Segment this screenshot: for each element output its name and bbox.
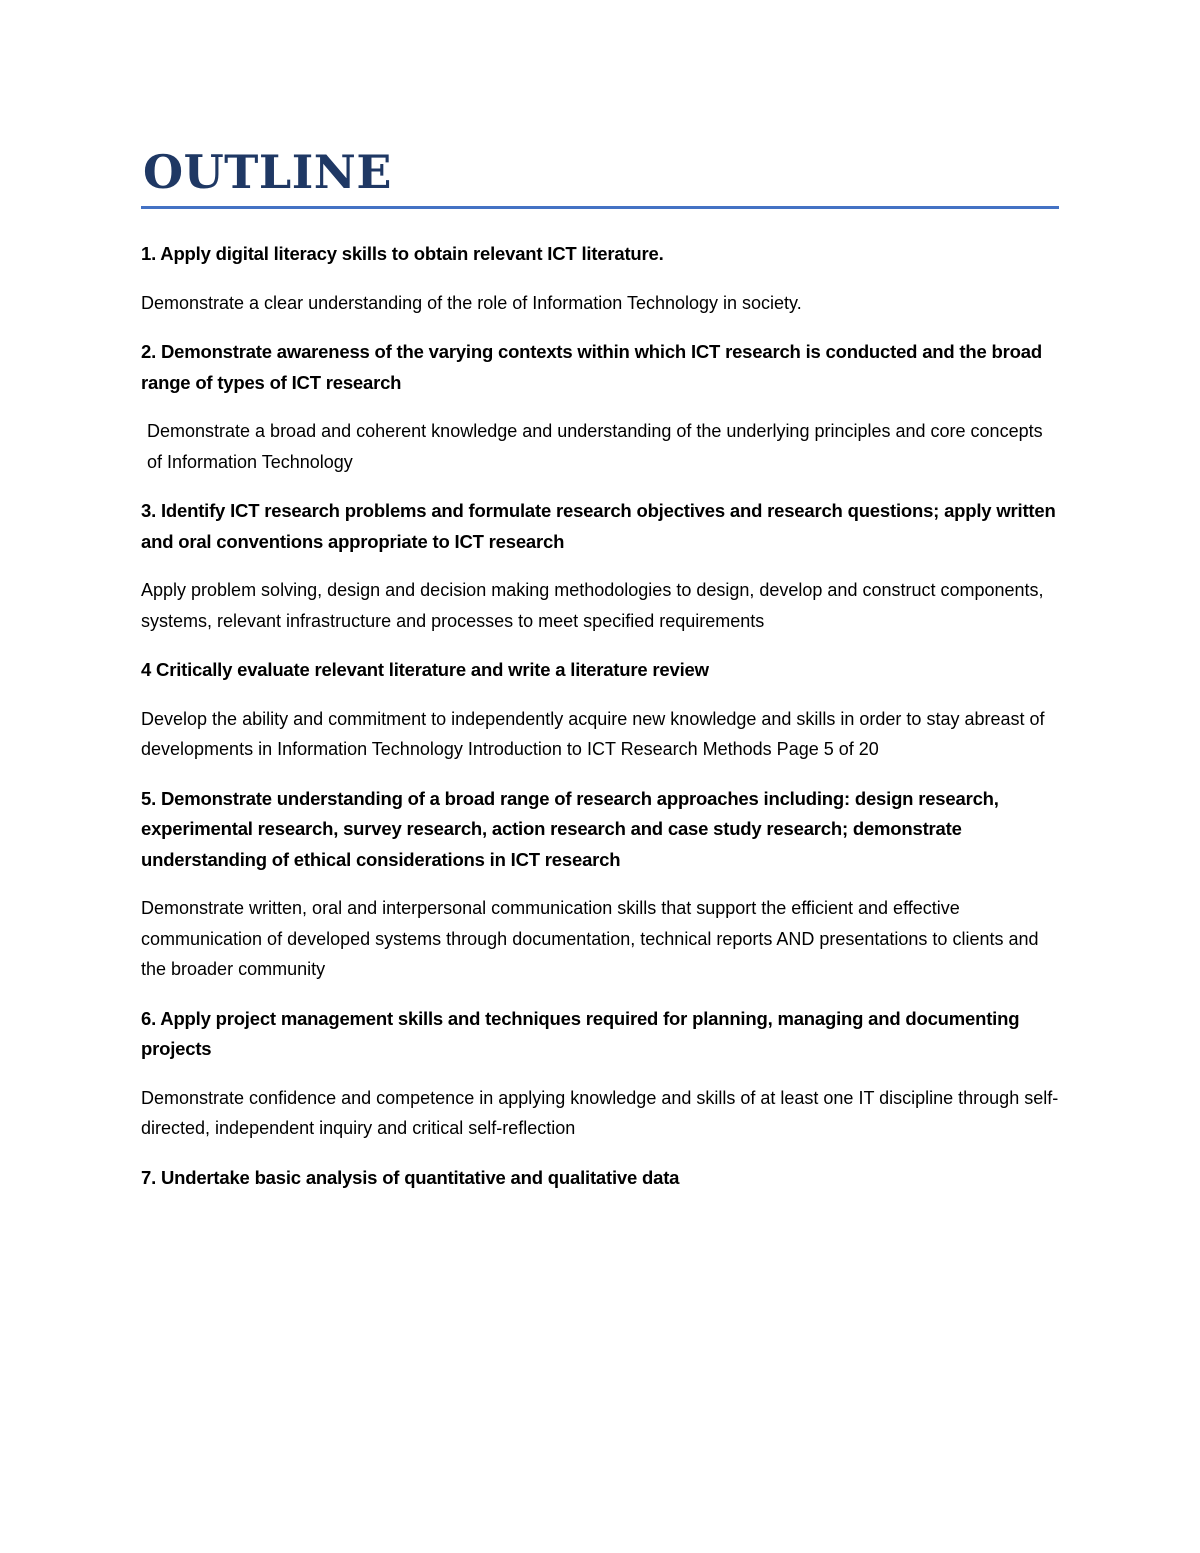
section-heading: 7. Undertake basic analysis of quantitative and qualitative data	[141, 1166, 680, 1188]
page-title: OUTLINE	[143, 145, 392, 199]
section-heading: 5. Demonstrate understanding of a broad range of research approaches including: design research, experimental research, survey research, action research and case study research; demonstrate understanding of ethical considerations in ICT research	[141, 787, 999, 870]
section-4	[141, 655, 1059, 765]
section-6	[141, 1004, 1059, 1144]
section-body: Demonstrate written, oral and interpersonal communication skills that support the efficient and effective communication of developed systems through documentation, technical reports AND presentations to clients and the broader community	[141, 898, 1039, 979]
section-5	[141, 784, 1059, 985]
section-7	[141, 1163, 1059, 1194]
section-heading: 1. Apply digital literacy skills to obtain relevant ICT literature.	[141, 243, 664, 264]
section-body: Demonstrate a broad and coherent knowledge and understanding of the underlying principles and core concepts of Information Technology	[147, 421, 1043, 472]
section-heading: 4 Critically evaluate relevant literature and write a literature review	[141, 659, 709, 680]
section-heading: 3. Identify ICT research problems and formulate research objectives and research questions; apply written and oral conventions appropriate to ICT research	[141, 500, 1056, 552]
document-content	[141, 140, 1059, 1211]
section-3	[141, 496, 1059, 636]
title-underline	[141, 206, 1059, 209]
section-1	[141, 239, 1059, 318]
section-heading: 6. Apply project management skills and techniques required for planning, managing and documenting projects	[141, 1007, 1020, 1059]
section-heading: 2. Demonstrate awareness of the varying contexts within which ICT research is conducted and the broad range of types of ICT research	[141, 341, 1042, 393]
section-body: Develop the ability and commitment to independently acquire new knowledge and skills in order to stay abreast of developments in Information Technology Introduction to ICT Research Methods Page 5 of 20	[141, 708, 1045, 759]
section-body: Apply problem solving, design and decision making methodologies to design, develop and construct components, systems, relevant infrastructure and processes to meet specified requirements	[141, 580, 1044, 631]
section-body: Demonstrate confidence and competence in applying knowledge and skills of at least one IT discipline through self-directed, independent inquiry and critical self-reflection	[141, 1087, 1059, 1138]
section-2	[141, 337, 1059, 477]
section-body: Demonstrate a clear understanding of the role of Information Technology in society.	[141, 292, 802, 313]
